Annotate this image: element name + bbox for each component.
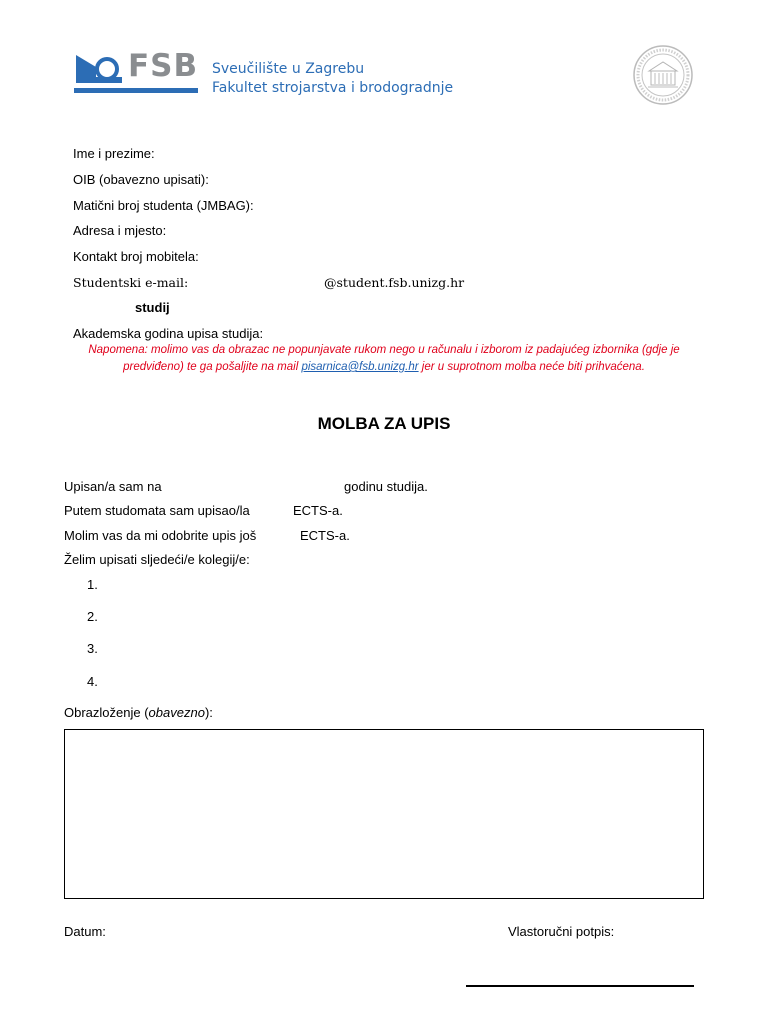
fsb-logo bbox=[74, 48, 454, 98]
address-label: Adresa i mjesto: bbox=[73, 223, 167, 238]
justification-required: obavezno bbox=[148, 705, 205, 720]
request-label: Molim vas da mi odobrite upis još bbox=[64, 528, 257, 543]
logo-underline bbox=[126, 88, 198, 93]
note-text-before: Napomena: molimo vas da obrazac ne popunjavate rukom nego u računalu i izborom iz padajućeg izbornika (gdje je predviđeno) te ga pošaljite na mail bbox=[88, 344, 680, 373]
ects-completed: ECTS-a. bbox=[293, 503, 343, 518]
enrolled-label: Upisan/a sam na bbox=[64, 479, 162, 494]
phone-label: Kontakt broj mobitela: bbox=[73, 249, 199, 264]
page-title: MOLBA ZA UPIS bbox=[317, 414, 451, 433]
justification-label bbox=[64, 705, 213, 721]
university-seal-icon bbox=[632, 44, 694, 106]
submission-note bbox=[72, 342, 696, 376]
justification-label-end: ): bbox=[204, 705, 213, 720]
signature-label: Vlastoručni potpis: bbox=[508, 924, 615, 939]
name-label: Ime i prezime: bbox=[73, 146, 155, 161]
year-suffix: godinu studija. bbox=[344, 479, 428, 494]
university-name: Sveučilište u Zagrebu bbox=[212, 61, 365, 77]
email-label: Studentski e-mail: bbox=[73, 275, 189, 290]
study-label: studij bbox=[135, 300, 170, 315]
date-label: Datum: bbox=[64, 924, 106, 939]
justification-label-start: Obrazloženje ( bbox=[64, 705, 149, 720]
faculty-name: Fakultet strojarstva i brodogradnje bbox=[212, 80, 454, 96]
completed-label: Putem studomata sam upisao/la bbox=[64, 503, 250, 518]
signature-line bbox=[466, 985, 694, 987]
course-item-3: 3. bbox=[87, 641, 98, 656]
fsb-wordmark: FSB bbox=[128, 48, 199, 84]
fsb-emblem-icon bbox=[74, 53, 126, 95]
jmbag-label: Matični broj studenta (JMBAG): bbox=[73, 198, 254, 213]
justification-box[interactable] bbox=[64, 729, 704, 899]
note-email-link[interactable]: pisarnica@fsb.unizg.hr bbox=[301, 361, 419, 373]
ects-requested: ECTS-a. bbox=[300, 528, 350, 543]
course-item-4: 4. bbox=[87, 674, 98, 689]
note-text-after: jer u suprotnom molba neće biti prihvaćena. bbox=[418, 361, 645, 373]
courses-label: Želim upisati sljedeći/e kolegij/e: bbox=[64, 552, 250, 567]
academic-year-label: Akademska godina upisa studija: bbox=[73, 326, 264, 341]
course-item-2: 2. bbox=[87, 609, 98, 624]
oib-label: OIB (obavezno upisati): bbox=[73, 172, 209, 187]
course-item-1: 1. bbox=[87, 577, 98, 592]
email-domain: @student.fsb.unizg.hr bbox=[324, 275, 465, 290]
